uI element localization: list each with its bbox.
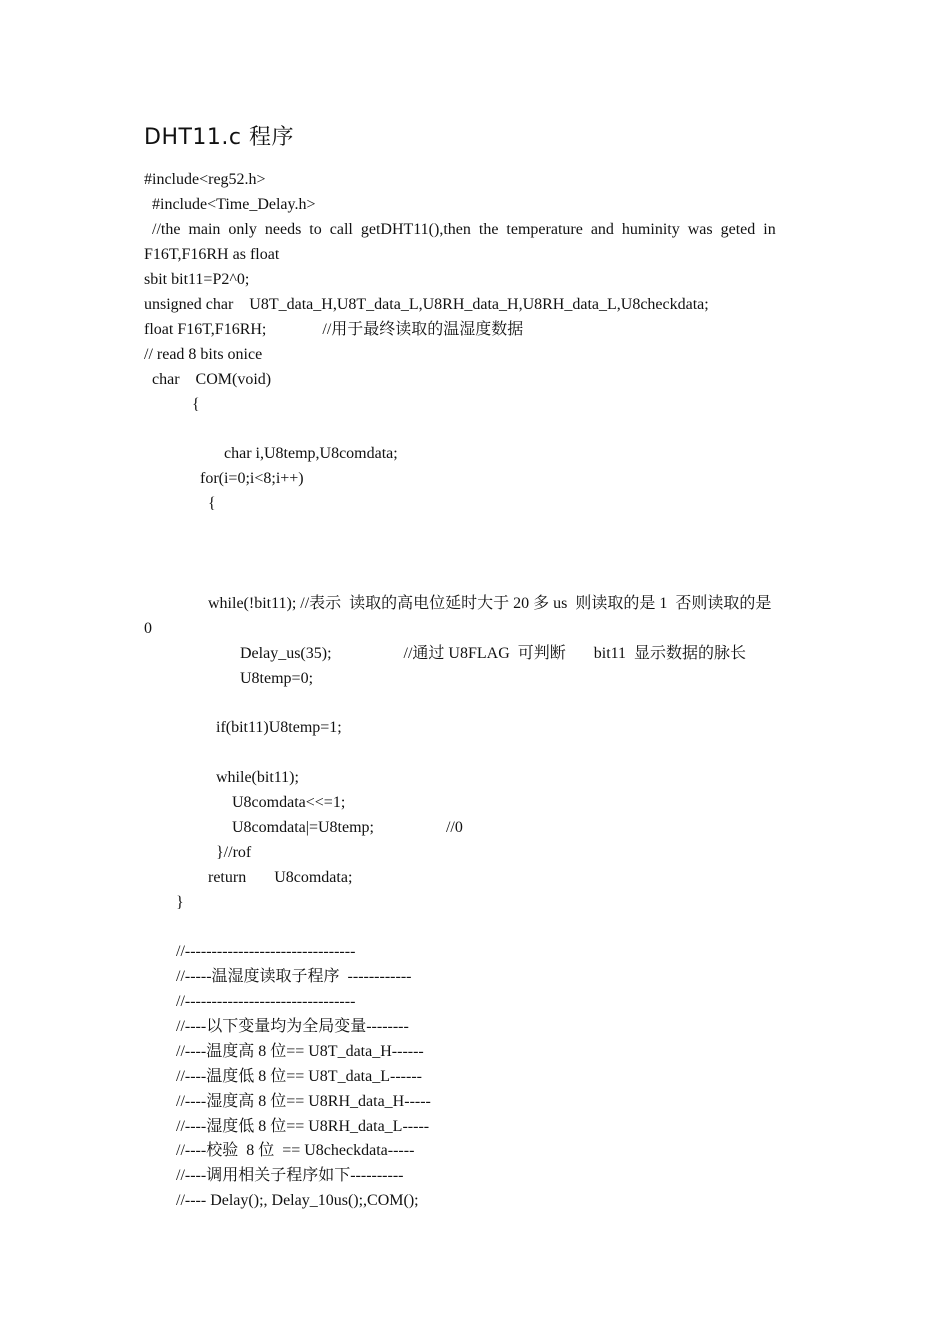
code-line: #include<Time_Delay.h>: [144, 196, 316, 213]
code-line: //---- Delay();, Delay_10us();,COM();: [144, 1192, 419, 1209]
code-line: //----温度高 8 位== U8T_data_H------: [144, 1043, 424, 1060]
code-line: U8comdata<<=1;: [144, 794, 346, 811]
code-line: {: [144, 495, 216, 512]
code-line: //--------------------------------: [144, 943, 356, 960]
code-line: //----温度低 8 位== U8T_data_L------: [144, 1068, 422, 1085]
code-line: #include<reg52.h>: [144, 171, 266, 188]
code-line: }: [144, 894, 184, 911]
code-line: while(!bit11); //表示 读取的高电位延时大于 20 多 us 则读取的是 1 否则读取的是: [144, 595, 772, 612]
code-line: unsigned char U8T_data_H,U8T_data_L,U8RH_data_H,U8RH_data_L,U8checkdata;: [144, 296, 709, 313]
code-line: //-----温湿度读取子程序 ------------: [144, 968, 412, 985]
code-line: //the main only needs to call getDHT11(),then the temperature and huminity was geted in: [144, 221, 776, 238]
code-line: //----校验 8 位 == U8checkdata-----: [144, 1142, 415, 1159]
code-line: U8temp=0;: [144, 670, 314, 687]
code-line: //--------------------------------: [144, 993, 356, 1010]
code-line: char COM(void): [144, 371, 272, 388]
code-line: //----调用相关子程序如下----------: [144, 1167, 404, 1184]
code-line: //----以下变量均为全局变量--------: [144, 1018, 409, 1035]
code-line: char i,U8temp,U8comdata;: [144, 445, 398, 462]
code-line: }//rof: [144, 844, 252, 861]
code-line: float F16T,F16RH; //用于最终读取的温湿度数据: [144, 321, 524, 338]
code-line: {: [144, 396, 200, 413]
code-line: //----湿度低 8 位== U8RH_data_L-----: [144, 1118, 430, 1135]
code-line: 0: [144, 620, 152, 637]
code-line: Delay_us(35); //通过 U8FLAG 可判断 bit11 显示数据的脉长: [144, 645, 747, 662]
code-line: while(bit11);: [144, 769, 299, 786]
code-line: for(i=0;i<8;i++): [144, 470, 304, 487]
code-line: return U8comdata;: [144, 869, 353, 886]
code-line: F16T,F16RH as float: [144, 246, 280, 263]
code-line: // read 8 bits onice: [144, 346, 263, 363]
code-line: if(bit11)U8temp=1;: [144, 719, 342, 736]
code-line: U8comdata|=U8temp; //0: [144, 819, 463, 836]
code-line: //----湿度高 8 位== U8RH_data_H-----: [144, 1093, 431, 1110]
code-line: sbit bit11=P2^0;: [144, 271, 250, 288]
document-title: DHT11.c 程序: [144, 125, 294, 150]
